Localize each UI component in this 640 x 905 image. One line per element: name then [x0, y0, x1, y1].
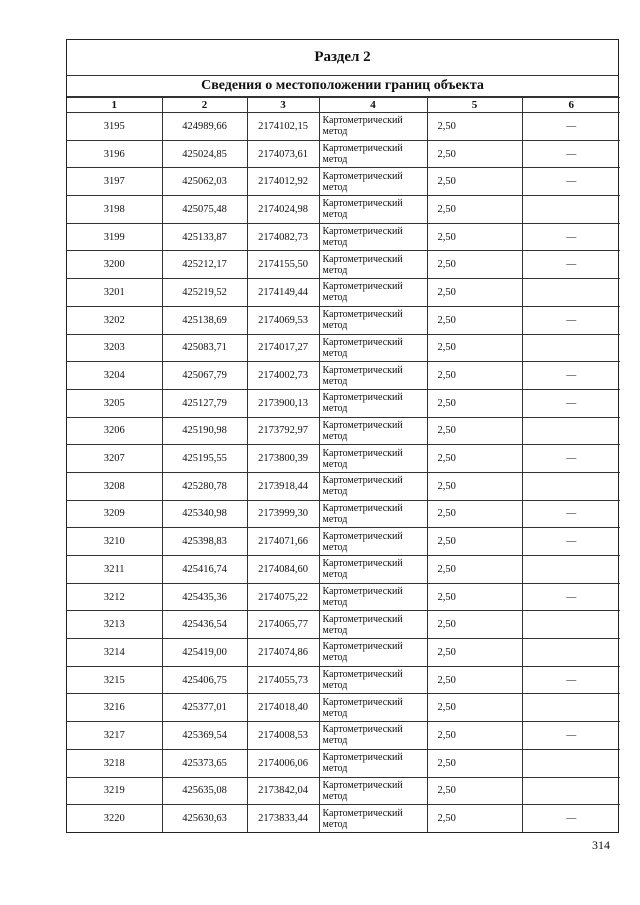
accuracy-cell: 2,50	[427, 556, 522, 584]
method-cell: Картометрический метод	[319, 777, 427, 805]
coord-y: 2173999,30	[247, 500, 319, 528]
method-cell: Картометрический метод	[319, 279, 427, 307]
table-row	[67, 168, 620, 196]
point-number: 3197	[67, 168, 162, 196]
coord-y: 2174074,86	[247, 639, 319, 667]
note-cell: —	[522, 583, 620, 611]
note-cell	[522, 694, 620, 722]
table-row	[67, 417, 620, 445]
point-number: 3195	[67, 113, 162, 141]
coord-y: 2174069,53	[247, 306, 319, 334]
table-row	[67, 500, 620, 528]
point-number: 3196	[67, 140, 162, 168]
coord-x: 425630,63	[162, 805, 247, 832]
accuracy-cell: 2,50	[427, 639, 522, 667]
column-header: 5	[427, 98, 522, 113]
accuracy-cell: 2,50	[427, 223, 522, 251]
coord-y: 2174155,50	[247, 251, 319, 279]
coord-y: 2173800,39	[247, 445, 319, 473]
coord-y: 2174012,92	[247, 168, 319, 196]
table-row	[67, 279, 620, 307]
point-number: 3201	[67, 279, 162, 307]
accuracy-cell: 2,50	[427, 279, 522, 307]
coord-y: 2173918,44	[247, 472, 319, 500]
accuracy-cell: 2,50	[427, 168, 522, 196]
accuracy-cell: 2,50	[427, 362, 522, 390]
method-cell: Картометрический метод	[319, 749, 427, 777]
method-cell: Картометрический метод	[319, 334, 427, 362]
coord-x: 425369,54	[162, 722, 247, 750]
table-row	[67, 749, 620, 777]
accuracy-cell: 2,50	[427, 417, 522, 445]
table-row	[67, 251, 620, 279]
coord-y: 2173842,04	[247, 777, 319, 805]
coord-y: 2174024,98	[247, 196, 319, 224]
coord-y: 2174055,73	[247, 666, 319, 694]
accuracy-cell: 2,50	[427, 306, 522, 334]
point-number: 3210	[67, 528, 162, 556]
point-number: 3208	[67, 472, 162, 500]
coord-x: 425067,79	[162, 362, 247, 390]
coord-x: 425219,52	[162, 279, 247, 307]
coord-y: 2174084,60	[247, 556, 319, 584]
table-row	[67, 196, 620, 224]
coord-x: 425062,03	[162, 168, 247, 196]
table-row	[67, 362, 620, 390]
coord-y: 2174071,66	[247, 528, 319, 556]
table-header-row	[67, 98, 620, 113]
accuracy-cell: 2,50	[427, 722, 522, 750]
note-cell	[522, 611, 620, 639]
method-cell: Картометрический метод	[319, 528, 427, 556]
document-sheet	[66, 39, 619, 833]
coord-y: 2174065,77	[247, 611, 319, 639]
accuracy-cell: 2,50	[427, 472, 522, 500]
method-cell: Картометрический метод	[319, 223, 427, 251]
method-cell: Картометрический метод	[319, 168, 427, 196]
point-number: 3214	[67, 639, 162, 667]
coord-x: 425416,74	[162, 556, 247, 584]
coord-x: 425635,08	[162, 777, 247, 805]
note-cell: —	[522, 168, 620, 196]
note-cell: —	[522, 666, 620, 694]
note-cell	[522, 417, 620, 445]
coord-y: 2174082,73	[247, 223, 319, 251]
table-row	[67, 777, 620, 805]
table-row	[67, 472, 620, 500]
table-row	[67, 528, 620, 556]
method-cell: Картометрический метод	[319, 722, 427, 750]
table-row	[67, 306, 620, 334]
method-cell: Картометрический метод	[319, 805, 427, 832]
accuracy-cell: 2,50	[427, 251, 522, 279]
coord-y: 2173833,44	[247, 805, 319, 832]
section-subtitle: Сведения о местоположении границ объекта	[67, 76, 618, 97]
method-cell: Картометрический метод	[319, 666, 427, 694]
table-row	[67, 639, 620, 667]
method-cell: Картометрический метод	[319, 556, 427, 584]
method-cell: Картометрический метод	[319, 611, 427, 639]
coord-y: 2174006,06	[247, 749, 319, 777]
coord-x: 425024,85	[162, 140, 247, 168]
table-row	[67, 389, 620, 417]
method-cell: Картометрический метод	[319, 694, 427, 722]
accuracy-cell: 2,50	[427, 805, 522, 832]
coord-x: 425127,79	[162, 389, 247, 417]
point-number: 3212	[67, 583, 162, 611]
page-number: 314	[592, 838, 610, 852]
point-number: 3205	[67, 389, 162, 417]
note-cell: —	[522, 389, 620, 417]
point-number: 3211	[67, 556, 162, 584]
note-cell	[522, 472, 620, 500]
column-header: 4	[319, 98, 427, 113]
accuracy-cell: 2,50	[427, 694, 522, 722]
point-number: 3216	[67, 694, 162, 722]
coord-y: 2173900,13	[247, 389, 319, 417]
accuracy-cell: 2,50	[427, 500, 522, 528]
accuracy-cell: 2,50	[427, 583, 522, 611]
table-row	[67, 223, 620, 251]
coord-x: 425419,00	[162, 639, 247, 667]
table-row	[67, 805, 620, 832]
method-cell: Картометрический метод	[319, 362, 427, 390]
coordinates-table	[67, 97, 620, 832]
coord-x: 425133,87	[162, 223, 247, 251]
note-cell: —	[522, 223, 620, 251]
table-row	[67, 666, 620, 694]
coord-x: 425436,54	[162, 611, 247, 639]
accuracy-cell: 2,50	[427, 666, 522, 694]
note-cell: —	[522, 805, 620, 832]
accuracy-cell: 2,50	[427, 140, 522, 168]
note-cell	[522, 749, 620, 777]
method-cell: Картометрический метод	[319, 140, 427, 168]
accuracy-cell: 2,50	[427, 334, 522, 362]
point-number: 3213	[67, 611, 162, 639]
note-cell: —	[522, 445, 620, 473]
coord-y: 2174102,15	[247, 113, 319, 141]
accuracy-cell: 2,50	[427, 113, 522, 141]
method-cell: Картометрический метод	[319, 251, 427, 279]
point-number: 3215	[67, 666, 162, 694]
point-number: 3217	[67, 722, 162, 750]
method-cell: Картометрический метод	[319, 113, 427, 141]
note-cell	[522, 196, 620, 224]
point-number: 3204	[67, 362, 162, 390]
method-cell: Картометрический метод	[319, 196, 427, 224]
accuracy-cell: 2,50	[427, 389, 522, 417]
note-cell: —	[522, 500, 620, 528]
table-row	[67, 694, 620, 722]
method-cell: Картометрический метод	[319, 306, 427, 334]
point-number: 3198	[67, 196, 162, 224]
method-cell: Картометрический метод	[319, 389, 427, 417]
note-cell: —	[522, 362, 620, 390]
note-cell: —	[522, 113, 620, 141]
point-number: 3219	[67, 777, 162, 805]
point-number: 3218	[67, 749, 162, 777]
coord-x: 425083,71	[162, 334, 247, 362]
coord-x: 425280,78	[162, 472, 247, 500]
note-cell: —	[522, 528, 620, 556]
note-cell: —	[522, 251, 620, 279]
table-row	[67, 722, 620, 750]
table-row	[67, 334, 620, 362]
coord-y: 2174002,73	[247, 362, 319, 390]
note-cell: —	[522, 306, 620, 334]
table-row	[67, 140, 620, 168]
coord-x: 425373,65	[162, 749, 247, 777]
accuracy-cell: 2,50	[427, 196, 522, 224]
coord-y: 2173792,97	[247, 417, 319, 445]
coord-x: 425190,98	[162, 417, 247, 445]
coord-y: 2174008,53	[247, 722, 319, 750]
table-row	[67, 583, 620, 611]
accuracy-cell: 2,50	[427, 777, 522, 805]
coord-x: 425340,98	[162, 500, 247, 528]
coord-x: 425377,01	[162, 694, 247, 722]
method-cell: Картометрический метод	[319, 500, 427, 528]
note-cell	[522, 556, 620, 584]
accuracy-cell: 2,50	[427, 528, 522, 556]
coord-x: 425435,36	[162, 583, 247, 611]
table-row	[67, 611, 620, 639]
note-cell	[522, 334, 620, 362]
point-number: 3202	[67, 306, 162, 334]
coord-x: 425138,69	[162, 306, 247, 334]
column-header: 1	[67, 98, 162, 113]
method-cell: Картометрический метод	[319, 417, 427, 445]
note-cell: —	[522, 722, 620, 750]
table-row	[67, 445, 620, 473]
coord-x: 425406,75	[162, 666, 247, 694]
point-number: 3207	[67, 445, 162, 473]
accuracy-cell: 2,50	[427, 445, 522, 473]
coord-x: 425398,83	[162, 528, 247, 556]
coord-y: 2174018,40	[247, 694, 319, 722]
table-row	[67, 113, 620, 141]
column-header: 3	[247, 98, 319, 113]
method-cell: Картометрический метод	[319, 583, 427, 611]
point-number: 3220	[67, 805, 162, 832]
coord-x: 425212,17	[162, 251, 247, 279]
point-number: 3206	[67, 417, 162, 445]
coord-y: 2174017,27	[247, 334, 319, 362]
section-title: Раздел 2	[67, 40, 618, 76]
method-cell: Картометрический метод	[319, 472, 427, 500]
coord-y: 2174075,22	[247, 583, 319, 611]
method-cell: Картометрический метод	[319, 445, 427, 473]
method-cell: Картометрический метод	[319, 639, 427, 667]
coord-y: 2174073,61	[247, 140, 319, 168]
coord-x: 425075,48	[162, 196, 247, 224]
coord-x: 425195,55	[162, 445, 247, 473]
column-header: 2	[162, 98, 247, 113]
accuracy-cell: 2,50	[427, 749, 522, 777]
column-header: 6	[522, 98, 620, 113]
table-row	[67, 556, 620, 584]
point-number: 3200	[67, 251, 162, 279]
accuracy-cell: 2,50	[427, 611, 522, 639]
note-cell	[522, 639, 620, 667]
coord-y: 2174149,44	[247, 279, 319, 307]
point-number: 3209	[67, 500, 162, 528]
point-number: 3199	[67, 223, 162, 251]
note-cell	[522, 279, 620, 307]
note-cell	[522, 777, 620, 805]
coord-x: 424989,66	[162, 113, 247, 141]
note-cell: —	[522, 140, 620, 168]
point-number: 3203	[67, 334, 162, 362]
